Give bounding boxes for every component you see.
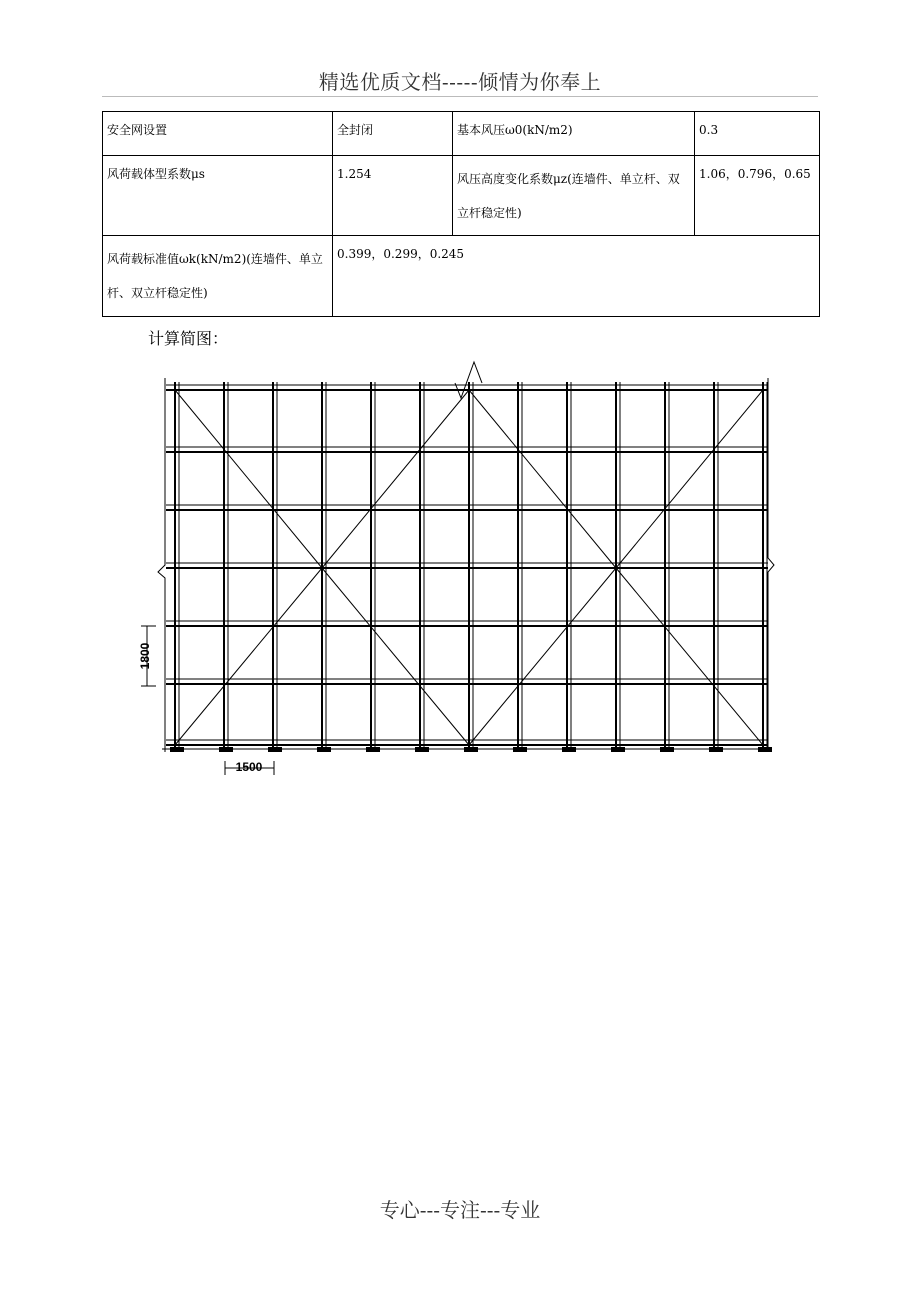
base-plate	[317, 747, 331, 752]
header-divider	[102, 96, 818, 97]
base-plate	[219, 747, 233, 752]
brace-line	[175, 390, 322, 568]
base-plate	[660, 747, 674, 752]
base-plate	[513, 747, 527, 752]
table-cell-value: 1.254	[333, 156, 453, 236]
base-plate	[758, 747, 772, 752]
table-cell-label: 安全网设置	[103, 112, 333, 156]
parameter-table	[102, 111, 820, 317]
page-footer: 专心---专注---专业	[379, 1198, 541, 1222]
table-cell-value: 0.399，0.299，0.245	[333, 236, 820, 317]
base-plate	[170, 747, 184, 752]
table-row	[103, 112, 820, 156]
brace-line	[322, 568, 469, 745]
page-header: 精选优质文档-----倾情为你奉上	[318, 70, 602, 94]
base-plate	[464, 747, 478, 752]
brace-line	[616, 568, 763, 745]
table-cell-label: 风压高度变化系数μz(连墙件、单立杆、双立杆稳定性)	[453, 156, 695, 236]
scaffold-frame	[162, 382, 772, 749]
table-cell-value: 全封闭	[333, 112, 453, 156]
table-cell-label: 风荷载标准值ωk(kN/m2)(连墙件、单立杆、双立杆稳定性)	[103, 236, 333, 317]
table-cell-label: 基本风压ω0(kN/m2)	[453, 112, 695, 156]
table-row	[103, 156, 820, 236]
base-plate	[268, 747, 282, 752]
base-plate	[366, 747, 380, 752]
brace-line	[175, 568, 322, 745]
table-cell-value: 0.3	[695, 112, 820, 156]
dimension-1800: 1800	[138, 642, 152, 670]
table-row	[103, 236, 820, 317]
break-lines	[158, 362, 774, 752]
break-line-left	[158, 378, 165, 752]
base-plate	[611, 747, 625, 752]
base-plate	[709, 747, 723, 752]
table-cell-label: 风荷载体型系数μs	[103, 156, 333, 236]
base-plate	[562, 747, 576, 752]
brace-line	[469, 568, 616, 745]
brace-line	[616, 390, 763, 568]
base-plate	[415, 747, 429, 752]
scaffold-diagram	[130, 358, 780, 778]
table-cell-value: 1.06，0.796，0.65	[695, 156, 820, 236]
dimension-lines	[141, 626, 274, 775]
brace-line	[322, 390, 469, 568]
section-title: 计算简图：	[148, 329, 229, 348]
break-line-right	[768, 378, 774, 752]
dimension-1500: 1500	[235, 760, 263, 774]
brace-line	[469, 390, 616, 568]
